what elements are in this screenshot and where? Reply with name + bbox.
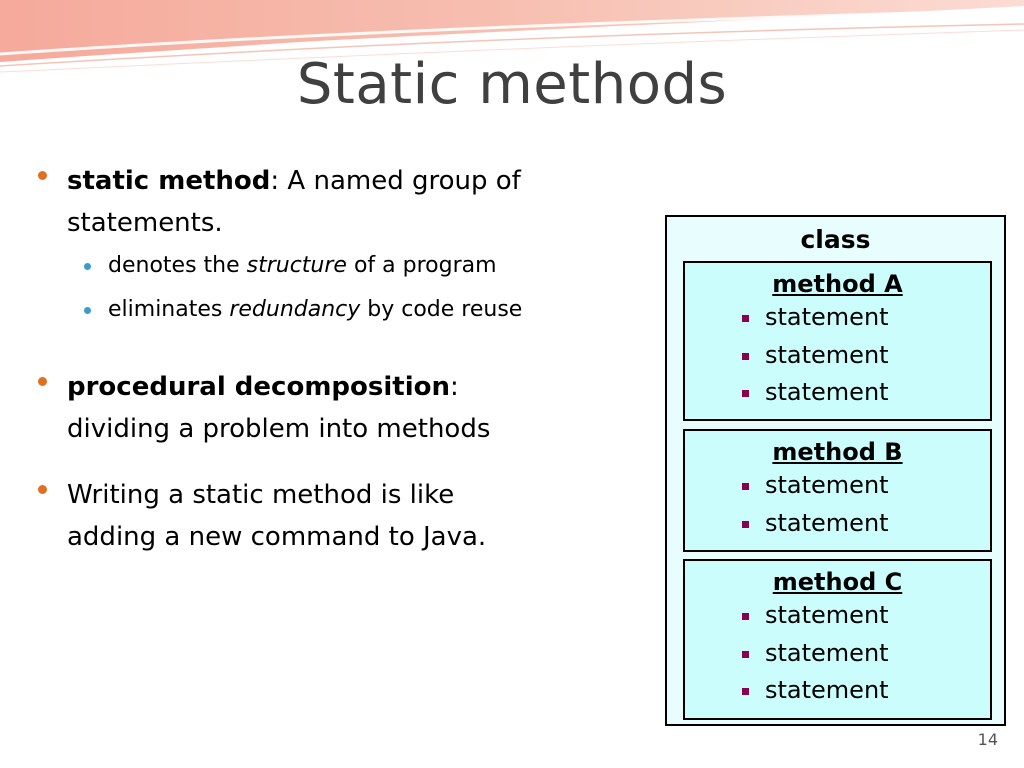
method-b-box xyxy=(683,429,992,552)
class-label: class xyxy=(800,225,871,254)
bullet-term: static method xyxy=(67,166,271,196)
bullet-text: Writing a static method is like xyxy=(67,480,455,510)
sub-bullet-dot-icon xyxy=(84,263,91,270)
bullet-static-method xyxy=(36,160,656,244)
square-bullet-icon xyxy=(742,688,749,695)
sub-bullet-redundancy xyxy=(72,288,656,332)
method-name: method A xyxy=(772,270,903,298)
sub-bullet-text: denotes the xyxy=(108,253,247,278)
statement-item: statement xyxy=(685,505,990,543)
sub-bullet-text: by code reuse xyxy=(360,297,523,322)
square-bullet-icon xyxy=(742,651,749,658)
sub-bullet-structure xyxy=(72,244,656,288)
statement-item: statement xyxy=(685,635,990,673)
square-bullet-icon xyxy=(742,613,749,620)
sub-bullet-emphasis: structure xyxy=(246,253,347,278)
bullet-dot-icon xyxy=(38,171,47,180)
sub-bullet-text: of a program xyxy=(346,253,497,278)
square-bullet-icon xyxy=(742,315,749,322)
bullet-procedural-decomposition xyxy=(36,366,656,450)
bullet-dot-icon xyxy=(38,377,47,386)
square-bullet-icon xyxy=(742,353,749,360)
bullet-dot-icon xyxy=(38,485,47,494)
bullet-text-line2: dividing a problem into methods xyxy=(67,414,491,444)
sub-bullet-text: eliminates xyxy=(108,297,230,322)
page-number: 14 xyxy=(977,730,998,749)
square-bullet-icon xyxy=(742,390,749,397)
bullet-writing-static-method xyxy=(36,474,656,558)
statement-item: statement xyxy=(685,467,990,505)
method-a-box xyxy=(683,261,992,421)
square-bullet-icon xyxy=(742,521,749,528)
statement-item: statement xyxy=(685,299,990,337)
method-c-box xyxy=(683,559,992,720)
sub-bullet-emphasis: redundancy xyxy=(229,297,361,322)
statement-item: statement xyxy=(685,374,990,412)
statement-item: statement xyxy=(685,597,990,635)
bullet-text: : A named group of statements. xyxy=(67,166,521,238)
sub-bullet-dot-icon xyxy=(84,307,91,314)
class-diagram xyxy=(665,215,1006,726)
method-name: method C xyxy=(772,568,903,596)
square-bullet-icon xyxy=(742,483,749,490)
slide-title: Static methods xyxy=(296,52,728,117)
bullet-list xyxy=(36,160,656,558)
statement-item: statement xyxy=(685,337,990,375)
method-name: method B xyxy=(772,438,903,466)
statement-item: statement xyxy=(685,672,990,710)
bullet-text-line2: adding a new command to Java. xyxy=(67,522,487,552)
bullet-text: : xyxy=(449,372,459,402)
bullet-term: procedural decomposition xyxy=(67,372,450,402)
